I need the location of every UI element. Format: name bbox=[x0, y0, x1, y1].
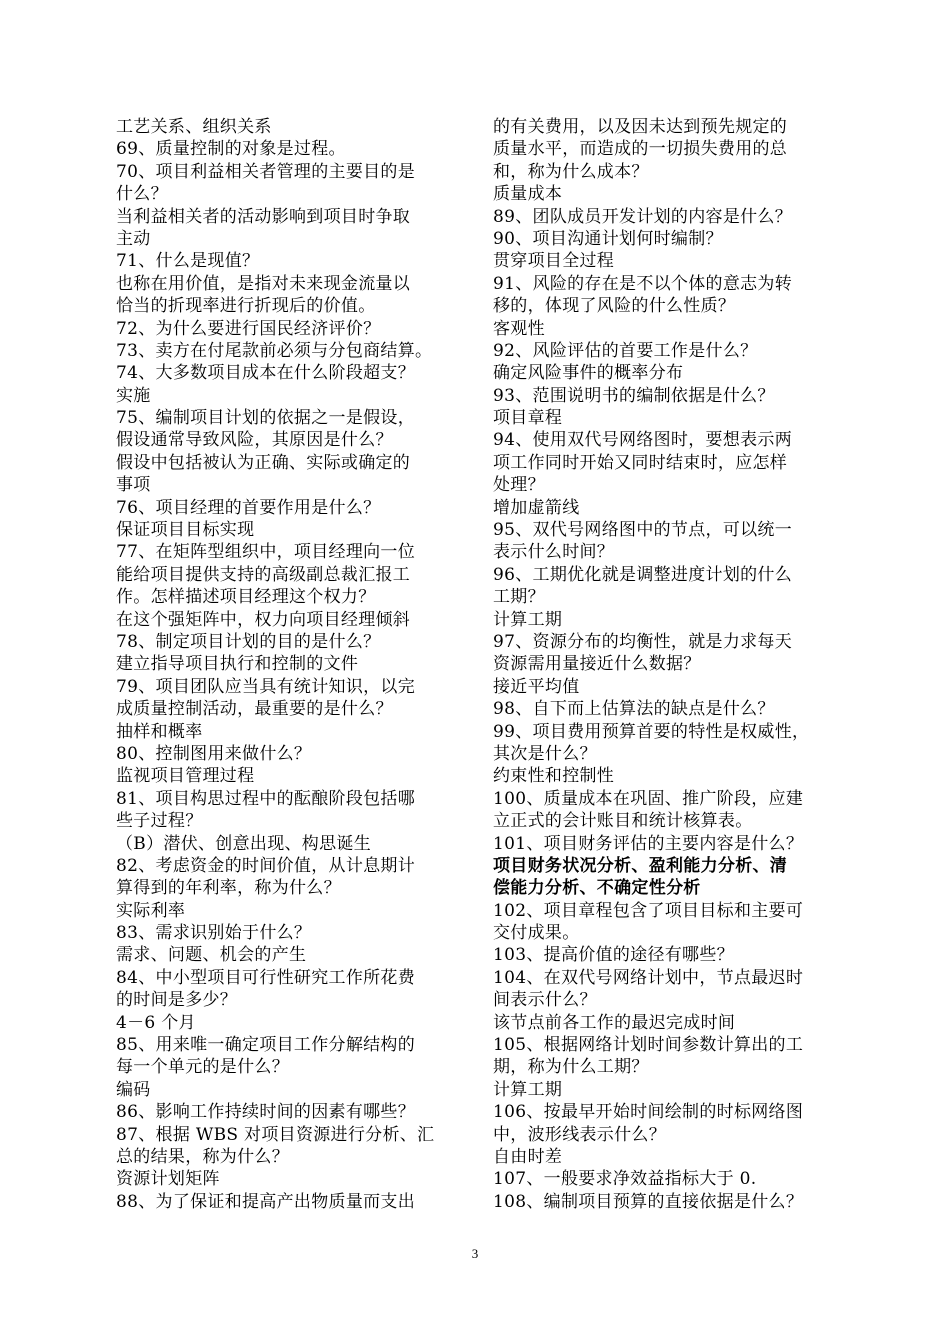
text-line: 资源需用量接近什么数据？ bbox=[493, 654, 701, 675]
text-line: 总的结果，称为什么？ bbox=[116, 1146, 289, 1167]
text-line: 接近平均值 bbox=[493, 676, 580, 697]
page-number: 3 bbox=[471, 1246, 479, 1261]
right-text-column bbox=[493, 116, 838, 1213]
text-line: 每一个单元的是什么？ bbox=[116, 1057, 289, 1078]
text-line: 质量水平，而造成的一切损失费用的总 bbox=[493, 139, 788, 160]
text-line: 77、在矩阵型组织中，项目经理向一位 bbox=[116, 542, 416, 563]
text-line: 监视项目管理过程 bbox=[116, 766, 255, 787]
text-line: 交付成果。 bbox=[493, 923, 580, 944]
text-line: 100、质量成本在巩固、推广阶段，应建 bbox=[493, 788, 804, 809]
text-line: 质量成本 bbox=[493, 184, 563, 205]
text-line: 71、什么是现值？ bbox=[116, 251, 260, 272]
text-line: 恰当的折现率进行折现后的价值。 bbox=[116, 296, 376, 317]
text-line: 实际利率 bbox=[116, 900, 186, 921]
text-line: 项目章程 bbox=[493, 408, 563, 429]
text-line: 计算工期 bbox=[493, 609, 563, 630]
text-line: 75、编制项目计划的依据之一是假设， bbox=[116, 408, 416, 429]
text-line: 增加虚箭线 bbox=[493, 497, 580, 518]
text-line: 确定风险事件的概率分布 bbox=[493, 363, 684, 384]
text-line: 107、一般要求净效益指标大于 0. bbox=[493, 1169, 757, 1190]
text-line: 移的，体现了风险的什么性质？ bbox=[493, 296, 736, 317]
text-line: 该节点前各工作的最迟完成时间 bbox=[493, 1012, 736, 1033]
text-line: 72、为什么要进行国民经济评价？ bbox=[116, 318, 381, 339]
text-line: 偿能力分析、不确定性分析 bbox=[493, 878, 701, 899]
text-line: 的时间是多少？ bbox=[116, 990, 238, 1011]
text-line: 事项 bbox=[116, 475, 151, 496]
text-line: 作。怎样描述项目经理这个权力？ bbox=[116, 587, 376, 608]
text-line: 70、项目利益相关者管理的主要目的是 bbox=[116, 161, 416, 182]
text-line: 也称在用价值，是指对未来现金流量以 bbox=[116, 273, 411, 294]
text-line: 保证项目目标实现 bbox=[116, 520, 255, 541]
text-line: 成质量控制活动，最重要的是什么？ bbox=[116, 699, 393, 720]
text-line: 工艺关系、组织关系 bbox=[116, 117, 272, 137]
text-line: 84、中小型项目可行性研究工作所花费 bbox=[116, 967, 416, 988]
text-line: 资源计划矩阵 bbox=[116, 1169, 220, 1190]
text-line: 贯穿项目全过程 bbox=[493, 251, 615, 272]
text-line: 85、用来唯一确定项目工作分解结构的 bbox=[116, 1035, 416, 1056]
text-line: 102、项目章程包含了项目目标和主要可 bbox=[493, 900, 804, 921]
text-line: 79、项目团队应当具有统计知识，以完 bbox=[116, 676, 416, 697]
left-text-column bbox=[116, 116, 466, 1213]
text-line: 93、范围说明书的编制依据是什么？ bbox=[493, 385, 775, 406]
text-line: 的有关费用，以及因未达到预先规定的 bbox=[493, 117, 788, 137]
text-line: 处理？ bbox=[493, 475, 545, 496]
text-line: 4－6 个月 bbox=[116, 1012, 196, 1033]
text-line: 83、需求识别始于什么？ bbox=[116, 923, 312, 944]
text-line: 表示什么时间？ bbox=[493, 542, 615, 563]
text-line: 101、项目财务评估的主要内容是什么？ bbox=[493, 833, 804, 854]
text-line: 92、风险评估的首要工作是什么？ bbox=[493, 340, 758, 361]
text-line: 主动 bbox=[116, 228, 151, 249]
text-line: 期，称为什么工期？ bbox=[493, 1057, 649, 1078]
text-line: 103、提高价值的途径有哪些？ bbox=[493, 945, 734, 966]
text-line: 算得到的年利率，称为什么？ bbox=[116, 878, 341, 899]
text-line: 需求、问题、机会的产生 bbox=[116, 945, 307, 966]
text-line: 建立指导项目执行和控制的文件 bbox=[116, 654, 359, 675]
text-line: 69、质量控制的对象是过程。 bbox=[116, 139, 346, 160]
text-line: 87、根据 WBS 对项目资源进行分析、汇 bbox=[116, 1124, 435, 1145]
text-line: 89、团队成员开发计划的内容是什么？ bbox=[493, 206, 793, 227]
text-line: 104、在双代号网络计划中，节点最迟时 bbox=[493, 967, 804, 988]
text-line: 98、自下而上估算法的缺点是什么？ bbox=[493, 699, 775, 720]
text-line: 73、卖方在付尾款前必须与分包商结算。 bbox=[116, 340, 433, 361]
text-line: 客观性 bbox=[493, 318, 545, 339]
text-line: 工期？ bbox=[493, 587, 545, 608]
text-line: 中，波形线表示什么？ bbox=[493, 1124, 666, 1145]
text-line: 96、工期优化就是调整进度计划的什么 bbox=[493, 564, 793, 585]
text-line: 项工作同时开始又同时结束时，应怎样 bbox=[493, 452, 788, 473]
text-line: 95、双代号网络图中的节点，可以统一 bbox=[493, 520, 793, 541]
text-line: 计算工期 bbox=[493, 1079, 563, 1100]
text-line: 91、风险的存在是不以个体的意志为转 bbox=[493, 273, 793, 294]
text-line: 假设通常导致风险，其原因是什么？ bbox=[116, 430, 393, 451]
text-line: 约束性和控制性 bbox=[493, 766, 615, 787]
text-line: 90、项目沟通计划何时编制？ bbox=[493, 228, 723, 249]
text-line: 间表示什么？ bbox=[493, 990, 597, 1011]
text-line: 立正式的会计账目和统计核算表。 bbox=[493, 811, 753, 832]
text-line: 86、影响工作持续时间的因素有哪些？ bbox=[116, 1102, 416, 1123]
text-line: 78、制定项目计划的目的是什么？ bbox=[116, 631, 381, 652]
text-line: 80、控制图用来做什么？ bbox=[116, 743, 312, 764]
text-line: 项目财务状况分析、盈利能力分析、清 bbox=[493, 855, 788, 876]
text-line: 抽样和概率 bbox=[116, 721, 203, 742]
text-line: 106、按最早开始时间绘制的时标网络图 bbox=[493, 1102, 804, 1123]
text-line: 76、项目经理的首要作用是什么？ bbox=[116, 497, 381, 518]
text-line: 81、项目构思过程中的酝酿阶段包括哪 bbox=[116, 788, 416, 809]
text-line: 99、项目费用预算首要的特性是权威性， bbox=[493, 721, 810, 742]
text-line: 108、编制项目预算的直接依据是什么？ bbox=[493, 1191, 804, 1212]
text-line: 什么？ bbox=[116, 184, 168, 205]
text-line: 和，称为什么成本？ bbox=[493, 161, 649, 182]
text-line: 些子过程？ bbox=[116, 811, 203, 832]
text-line: 实施 bbox=[116, 385, 151, 406]
text-line: 97、资源分布的均衡性，就是力求每天 bbox=[493, 631, 793, 652]
text-line: 在这个强矩阵中，权力向项目经理倾斜 bbox=[116, 609, 411, 630]
text-line: （B）潜伏、创意出现、构思诞生 bbox=[116, 833, 371, 854]
text-line: 编码 bbox=[116, 1079, 151, 1100]
text-line: 其次是什么？ bbox=[493, 743, 597, 764]
text-line: 88、为了保证和提高产出物质量而支出 bbox=[116, 1191, 416, 1212]
text-line: 假设中包括被认为正确、实际或确定的 bbox=[116, 452, 411, 473]
text-line: 94、使用双代号网络图时，要想表示两 bbox=[493, 430, 793, 451]
text-line: 105、根据网络计划时间参数计算出的工 bbox=[493, 1035, 804, 1056]
text-line: 82、考虑资金的时间价值，从计息期计 bbox=[116, 855, 416, 876]
text-line: 74、大多数项目成本在什么阶段超支？ bbox=[116, 363, 416, 384]
text-line: 自由时差 bbox=[493, 1146, 563, 1167]
text-line: 当利益相关者的活动影响到项目时争取 bbox=[116, 206, 411, 227]
text-line: 能给项目提供支持的高级副总裁汇报工 bbox=[116, 564, 411, 585]
